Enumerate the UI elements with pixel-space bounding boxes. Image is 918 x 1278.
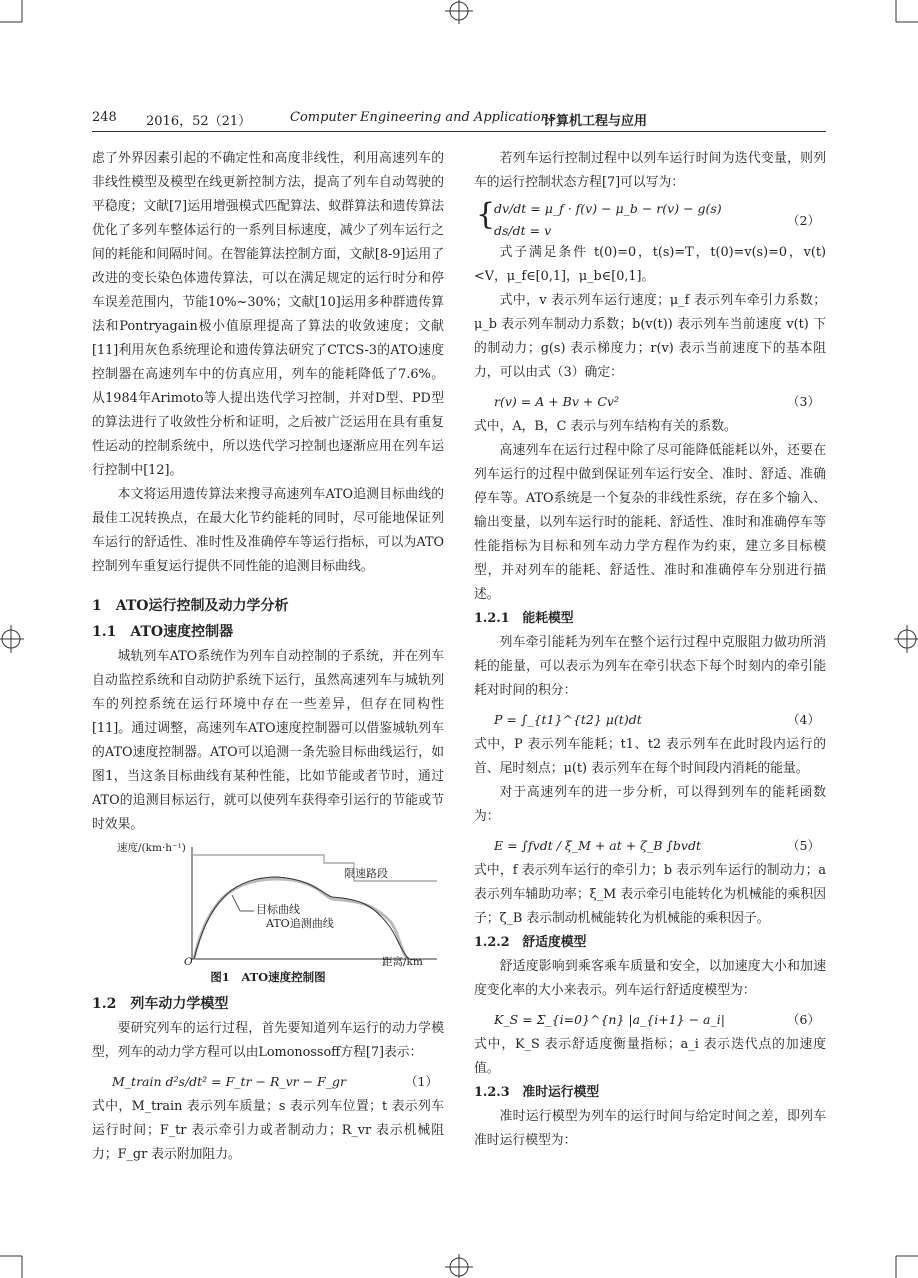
figure-ato-speed-control [92, 841, 444, 967]
header-rule [92, 131, 826, 132]
paragraph: 式子满足条件 t(0)=0，t(s)=T，t(0)=v(s)=0，v(t)<V，μ_f∈[0,1]，μ_b∈[0,1]。 [474, 245, 826, 284]
paragraph: 列车牵引能耗为列车在整个运行过程中克服阻力做功所消耗的能量，可以表示为列车在牵引状态下每个时刻内的牵引能耗对时间的积分： [474, 635, 826, 698]
equation-number: （2） [787, 213, 820, 228]
subsection-heading: 1.1 ATO速度控制器 [92, 624, 234, 640]
equation-3 [474, 385, 826, 415]
paragraph: 式中，A，B，C 表示与列车结构有关的系数。 [474, 419, 737, 434]
subsubsection-heading: 1.2.3 准时运行模型 [474, 1085, 600, 1100]
equation-number: （4） [787, 712, 820, 727]
equation-number: （6） [787, 1012, 820, 1027]
equation-body: E = ∫fvdt / ξ_M + at + ζ_B ∫bvdt [494, 838, 701, 853]
y-axis-label: 速度/(km·h⁻¹) [117, 842, 186, 854]
equation-body: r(v) = A + Bv + Cv² [494, 394, 619, 409]
equation-number: （5） [787, 838, 820, 853]
ato-curve-label: ATO追测曲线 [266, 917, 334, 930]
origin-label: O [184, 956, 193, 968]
speed-limit-label: 限速路段 [344, 867, 388, 880]
paragraph: 舒适度影响到乘客乘车质量和安全，以加速度大小和加速度变化率的大小来表示。列车运行舒适度模型为： [474, 959, 826, 998]
equation-number: （3） [787, 394, 820, 409]
paragraph: 式中，v 表示列车运行速度；μ_f 表示列车牵引力系数；μ_b 表示列车制动力系数；b(v(t)) 表示列车当前速度 v(t) 下的制动力；g(s) 表示梯度力；r(v) 表示当前速度下的基本阻力，可以由式（3）确定： [474, 293, 826, 380]
subsubsection-heading: 1.2.1 能耗模型 [474, 611, 574, 626]
equation-body: ds/dt = v [494, 223, 552, 238]
equation-6 [474, 1003, 826, 1033]
equation-body: dv/dt = μ_f · f(v) − μ_b − r(v) − g(s) [494, 201, 722, 216]
subsubsection-heading: 1.2.2 舒适度模型 [474, 935, 587, 950]
equation-4 [474, 703, 826, 733]
equation-body: M_train d²s/dt² = F_tr − R_vr − F_gr [112, 1074, 346, 1089]
equation-5 [474, 829, 826, 859]
paragraph: 城轨列车ATO系统作为列车自动控制的子系统，并在列车自动监控系统和自动防护系统下运行，虽然高速列车与城轨列车的列控系统在运行环境中存在一些差异，但存在同构性[11]。通过调整，高速列车ATO速度控制器可以借鉴城轨列车的ATO速度控制器。ATO可以追测一条先验目标曲线运行，如图1，当这条目标曲线有某种性能，比如节能或者节时，通过ATO的追测目标运行，就可以使列车获得牵引运行的节能或节时效果。 [92, 649, 444, 832]
paragraph: 若列车运行控制过程中以列车运行时间为迭代变量，则列车的运行控制状态方程[7]可以写为： [474, 151, 826, 190]
paragraph: 虑了外界因素引起的不确定性和高度非线性，利用高速列车的非线性模型及模型在线更新控制方法，提高了列车自动驾驶的平稳度；文献[7]运用增强模式匹配算法、蚁群算法和遗传算法优化了多列车整体运行的一系列目标速度，减少了列车运行之间的耗能和间隔时间。在智能算法控制方面，文献[8-9]运用了改进的变长染色体遗传算法，可以在满足规定的运行时分和停车误差范围内，节能10%~30%；文献[10]运用多种群遗传算法和Pontryagain极小值原理提高了算法的收敛速度；文献[11]利用灰色系统理论和遗传算法研究了CTCS-3的ATO速度控制器在高速列车中的仿真应用，列车的能耗降低了7.6%。从1984年Arimoto等人提出迭代学习控制，并对D型、PD型的算法进行了收敛性分析和证明，之后被广泛运用在具有重复性运动的控制系统中，所以迭代学习控制也逐渐应用在列车运行控制中[12]。 [92, 151, 444, 478]
equation-body: P = ∫_{t1}^{t2} μ(t)dt [494, 712, 642, 727]
brace: { [476, 197, 496, 232]
equation-2 [474, 195, 826, 241]
equation-number: （1） [405, 1074, 438, 1089]
target-curve-label: 目标曲线 [256, 903, 300, 916]
figure-caption: 图1 ATO速度控制图 [210, 970, 326, 984]
paragraph: 要研究列车的运行过程，首先要知道列车运行的动力学模型，列车的动力学方程可以由Lomonossoff方程[7]表示： [92, 1021, 444, 1060]
right-column [474, 147, 826, 1153]
paragraph: 高速列车在运行过程中除了尽可能降低能耗以外，还要在列车运行的过程中做到保证列车运行安全、准时、舒适、准确停车等。ATO系统是一个复杂的非线性系统，存在多个输入、输出变量，以列车运行时的能耗、舒适性、准时和准确停车等性能指标为目标和列车动力学方程作为约束，建立多目标模型，并对列车的能耗、舒适性、准时和准确停车分别进行描述。 [474, 443, 826, 602]
paragraph: 式中，P 表示列车能耗；t1、t2 表示列车在此时段内运行的首、尾时刻点；μ(t) 表示列车在每个时间段内消耗的能量。 [474, 737, 826, 776]
equation-body: K_S = Σ_{i=0}^{n} |a_{i+1} − a_i| [494, 1012, 725, 1027]
journal-title-cn: 计算机工程与应用 [543, 114, 648, 129]
paragraph: 式中，K_S 表示舒适度衡量指标；a_i 表示迭代点的加速度值。 [474, 1037, 826, 1076]
paragraph: 准时运行模型为列车的运行时间与给定时间之差，即列车准时运行模型为： [474, 1109, 826, 1148]
section-heading: 1 ATO运行控制及动力学分析 [92, 598, 289, 614]
journal-title-en: Computer Engineering and Applications [290, 110, 556, 125]
paragraph: 式中，M_train 表示列车质量；s 表示列车位置；t 表示列车运行时间；F_tr 表示牵引力或者制动力；R_vr 表示机械阻力；F_gr 表示附加阻力。 [92, 1099, 444, 1162]
running-header [92, 110, 826, 130]
left-column [92, 147, 444, 1167]
paragraph: 本文将运用遗传算法来搜寻高速列车ATO追测目标曲线的最佳工况转换点，在最大化节约能耗的同时，尽可能地保证列车运行的舒适性、准时性及准确停车等运行指标，可以为ATO控制列车重复运行提供不同性能的追测目标曲线。 [92, 487, 444, 574]
issue-info: 2016，52（21） [146, 114, 252, 129]
subsection-heading: 1.2 列车动力学模型 [92, 996, 229, 1012]
paragraph: 对于高速列车的进一步分析，可以得到列车的能耗函数为： [474, 785, 826, 824]
x-axis-label: 距离/km [382, 956, 423, 968]
paragraph: 式中，f 表示列车运行的牵引力；b 表示列车运行的制动力；a 表示列车辅助功率；ξ_M 表示牵引电能转化为机械能的乘积因子；ζ_B 表示制动机械能转化为机械能的乘积因子。 [474, 863, 826, 926]
page-number: 248 [92, 110, 117, 125]
equation-1 [92, 1065, 444, 1095]
